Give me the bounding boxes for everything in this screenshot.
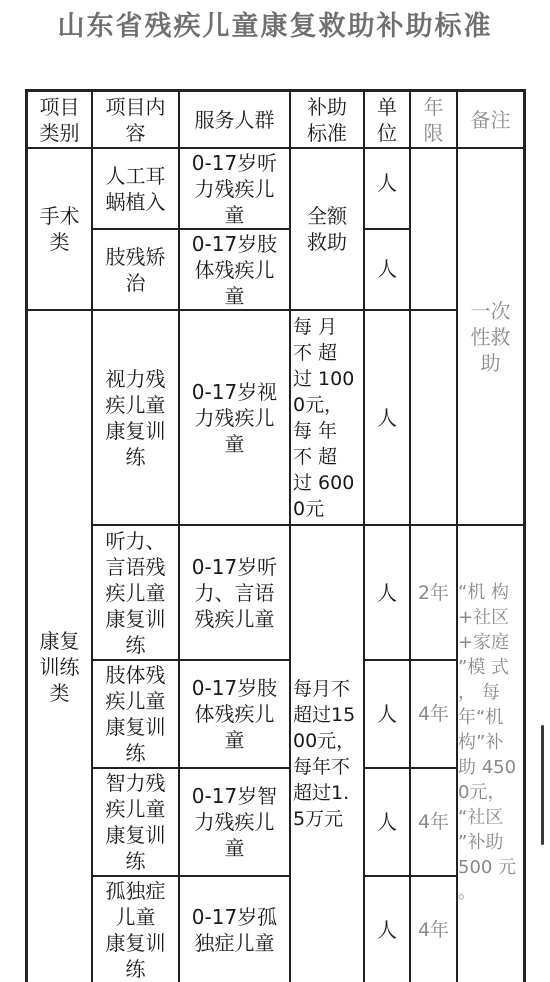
table-row-unit: 人 <box>377 917 397 942</box>
header-standard: 补助 标准 <box>307 94 347 145</box>
header-item: 项目内 容 <box>105 94 166 145</box>
table-row-unit: 人 <box>377 580 397 605</box>
table-row-item: 孤独症 儿童 康复训 练 <box>105 878 166 981</box>
table-row-item: 人工耳 蜗植入 <box>105 163 166 214</box>
table-row-years: 4年 <box>417 703 450 725</box>
table-row-item: 肢体残 疾儿童 康复训 练 <box>105 663 166 765</box>
table-row-item: 智力残 疾儿童 康复训 练 <box>105 771 166 873</box>
standard-surgery: 全额 救助 <box>307 204 347 254</box>
table-row-unit: 人 <box>377 810 397 834</box>
table-row-unit: 人 <box>377 702 397 726</box>
header-category: 项目 类别 <box>39 94 80 145</box>
table-row-item: 视力残 疾儿童 康复训 练 <box>105 366 166 469</box>
standard-vision: 每 月 不 超 过 100 0元， 每 年 不 超 过 600 0元 <box>293 315 355 520</box>
table-row-group: 0-17岁肢 体残疾儿 童 <box>191 231 278 308</box>
row-divider <box>365 228 410 230</box>
table-row-item: 肢残矫 治 <box>105 244 166 295</box>
table-row-group: 0-17岁视 力残疾儿 童 <box>191 379 278 456</box>
category-rehab: 康复 训练 类 <box>39 628 80 705</box>
category-surgery: 手术 类 <box>39 204 80 254</box>
scrollbar[interactable] <box>541 725 544 845</box>
table-row-group: 0-17岁听 力残疾儿 童 <box>191 150 278 227</box>
table-row-unit: 人 <box>377 405 397 430</box>
page-title: 山东省残疾儿童康复救助补助标准 <box>57 11 493 42</box>
header-years: 年 限 <box>423 94 444 145</box>
header-notes: 备注 <box>470 107 511 132</box>
note-model: “机 构 +社区 +家庭 ”模 式 ， 每 年“机 构”补 助 450 0元， “社区 ”补助 500 元 。 <box>458 582 517 903</box>
table-row-unit: 人 <box>377 171 397 195</box>
standard-other: 每月不 超过15 00元， 每年不 超过1. 5万元 <box>293 678 356 830</box>
table-row-unit: 人 <box>377 257 397 281</box>
header-group: 服务人群 <box>194 107 275 132</box>
table-row-years: 4年 <box>417 811 450 833</box>
table-row-group: 0-17岁肢 体残疾儿 童 <box>191 676 278 752</box>
table-row-years: 4年 <box>417 918 450 941</box>
table-row-group: 0-17岁智 力残疾儿 童 <box>191 784 278 860</box>
header-unit: 单 位 <box>377 94 397 145</box>
table-row-group: 0-17岁听 力、言语 残疾儿童 <box>191 554 278 631</box>
table-row-years: 2年 <box>417 581 450 604</box>
note-one-time: 一次 性救 助 <box>470 298 511 375</box>
table-row-item: 听力、 言语残 疾儿童 康复训 练 <box>105 528 166 657</box>
table-row-group: 0-17岁孤 独症儿童 <box>191 904 278 955</box>
